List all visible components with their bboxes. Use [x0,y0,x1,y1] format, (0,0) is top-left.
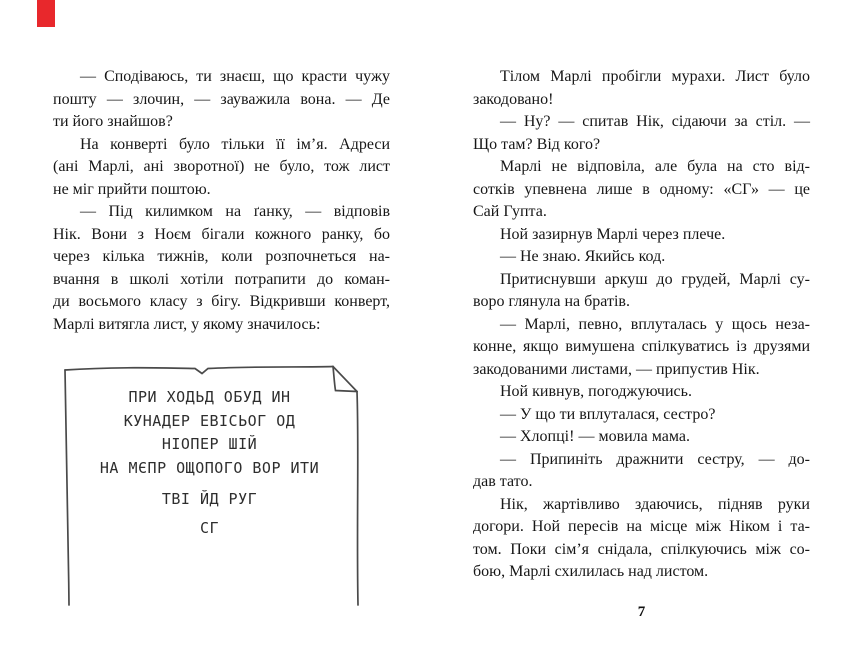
text-line: Ной зазирнув Марлі через плече. [500,225,726,243]
text-line: Сай Гупта. [473,203,547,220]
text-line: закодовано! [473,90,554,108]
paragraph [473,449,810,494]
text-line: закодованими листами, — припустив Нік. [473,360,760,378]
note-text-line: НІОПЕР ШІЙ [161,435,258,453]
text-line: вчання в школі хотіли потрапити до коман- [53,270,390,288]
text-line: ти його знайшов? [53,113,173,130]
text-line: — Ну? — спитав Нік, сідаючи за стіл. — [500,113,810,130]
note-text-line: КУНАДЕР ЕВІСЬОГ ОД [123,411,296,430]
note-text-line: ПРИ ХОДЬД ОБУД ИН [128,388,291,406]
text-line: том. Поки сім’я снідала, спілкуючись між со- [473,540,810,558]
text-line: Ной кивнув, погоджуючись. [500,383,692,400]
text-line: Марлі не відповіла, але була на сто від- [500,158,810,175]
text-line: ди восьмого класу з бігу. Відкривши конверт, [53,293,390,310]
paragraph [53,201,390,336]
text-line: — Марлі, певно, вплуталась у щось неза- [500,315,810,333]
note-text-line: ТВІ ЙД РУГ [161,490,258,508]
note-text-line: НА МЄПР ОЩОПОГО ВОР ИТИ [99,458,320,477]
text-line: На конверті було тільки її ім’я. Адреси [80,135,390,153]
paragraph [473,66,810,111]
text-line: — Не знаю. Якийсь код. [500,248,666,265]
paragraph [473,224,810,247]
text-line: — У що ти вплуталася, сестро? [500,405,716,423]
right-text-column [473,66,810,584]
paragraph [473,404,810,427]
paragraph [53,134,390,202]
text-line: бою, Марлі схилилась над листом. [473,563,709,580]
text-line: через кілька тижнів, коли розпочнеться на- [53,248,390,265]
paragraph [473,381,810,404]
text-line: не міг прийти поштою. [53,180,211,198]
text-line: догори. Ной пересів на місце між Ніком і та- [473,518,810,535]
left-text-column [53,66,390,336]
paragraph [53,66,390,134]
paragraph [473,111,810,156]
text-line: пошту — злочин, — зауважила вона. — Де [53,90,390,108]
text-line: конне, якщо вимушена спілкуватись із друзями [473,338,810,355]
note-text-line: СГ [199,518,220,537]
coded-letter-note [57,358,362,650]
coded-message [69,386,350,540]
text-line: дав тато. [473,473,533,490]
text-line: Що там? Від кого? [473,135,601,153]
text-line: (ані Марлі, ані зворотної) не було, тож лист [53,158,390,175]
text-line: Нік, жартівливо здаючись, підняв руки [500,495,810,513]
text-line: — Припиніть дражнити сестру, — до- [500,450,810,468]
paragraph [473,426,810,449]
page-number: 7 [637,604,646,620]
text-line: — Хлопці! — мовила мама. [500,428,690,445]
paragraph [473,494,810,584]
text-line: — Сподіваюсь, ти знаєш, що красти чужу [80,68,390,85]
text-line: Притиснувши аркуш до грудей, Марлі су- [500,270,810,288]
text-line: воро глянула на братів. [473,293,630,310]
text-line: Марлі витягла лист, у якому значилось: [53,315,321,333]
text-line: — Під килимком на ґанку, — відповів [80,203,390,220]
paragraph [473,314,810,382]
paragraph [473,269,810,314]
paragraph [473,246,810,269]
text-line: Нік. Вони з Ноєм бігали кожного ранку, бо [53,225,390,243]
paragraph [473,156,810,224]
text-line: Тілом Марлі пробігли мурахи. Лист було [500,68,810,85]
text-line: сотків упевнена лише в одному: «СГ» — це [473,180,810,198]
bookmark-ribbon [37,0,55,27]
